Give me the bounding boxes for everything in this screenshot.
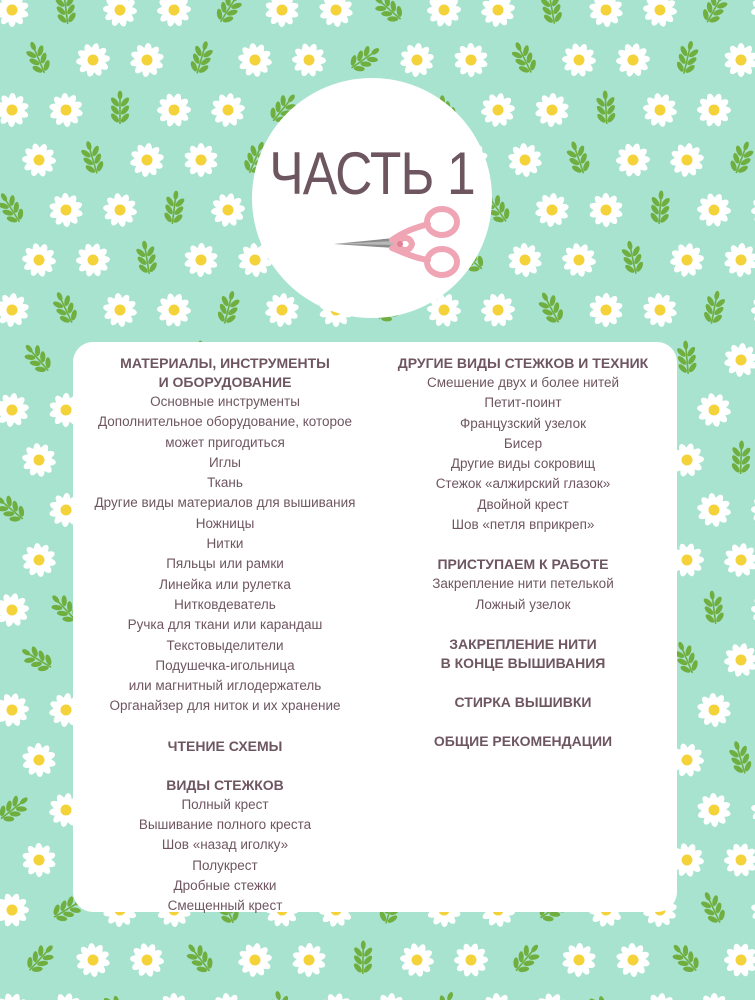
- section-title: ОБЩИЕ РЕКОМЕНДАЦИИ: [433, 732, 613, 749]
- section-title: ЧТЕНИЕ СХЕМЫ: [167, 737, 283, 754]
- leaf-sprig-decoration: [619, 239, 647, 276]
- daisy-decoration: [16, 537, 63, 584]
- leaf-sprig-decoration: [701, 589, 726, 625]
- daisy-decoration: [0, 988, 34, 1000]
- toc-item: Нитки: [206, 536, 244, 552]
- daisy-decoration: [745, 787, 755, 833]
- daisy-decoration: [747, 289, 755, 331]
- daisy-decoration: [447, 36, 495, 84]
- daisy-decoration: [691, 487, 737, 533]
- leaf-sprig-decoration: [98, 990, 137, 1000]
- daisy-decoration: [124, 938, 169, 983]
- toc-item: Подушечка-игольница: [155, 657, 295, 673]
- leaf-sprig-decoration: [675, 340, 699, 375]
- daisy-decoration: [588, 293, 623, 328]
- leaf-sprig-decoration: [214, 289, 243, 327]
- toc-item: Ручка для ткани или карандаш: [127, 617, 323, 633]
- section-title: МАТЕРИАЛЫ, ИНСТРУМЕНТЫ: [120, 355, 330, 371]
- daisy-decoration: [183, 242, 219, 277]
- leaf-sprig-decoration: [429, 988, 462, 1000]
- toc-item: Ножницы: [195, 515, 255, 531]
- daisy-decoration: [690, 786, 738, 833]
- daisy-decoration: [263, 291, 302, 329]
- daisy-decoration: [582, 0, 629, 34]
- daisy-decoration: [692, 188, 737, 232]
- leaf-sprig-decoration: [162, 189, 187, 225]
- daisy-decoration: [501, 137, 548, 184]
- daisy-decoration: [72, 239, 115, 281]
- daisy-decoration: [42, 86, 89, 133]
- toc-item: Полный крест: [181, 796, 269, 812]
- leaf-sprig-decoration: [696, 888, 729, 927]
- leaf-sprig-decoration: [674, 39, 702, 76]
- leaf-sprig-decoration: [352, 940, 374, 974]
- daisy-decoration: [0, 689, 33, 730]
- toc-item: Смещенный крест: [167, 898, 283, 914]
- leaf-sprig-decoration: [751, 88, 755, 127]
- daisy-decoration: [184, 143, 219, 177]
- daisy-decoration: [45, 990, 87, 1000]
- leaf-sprig-decoration: [0, 790, 34, 827]
- daisy-decoration: [205, 987, 252, 1000]
- daisy-decoration: [690, 686, 737, 733]
- daisy-decoration: [128, 42, 166, 79]
- daisy-decoration: [42, 186, 90, 233]
- toc-item: Дополнительное оборудование, которое: [97, 414, 353, 430]
- section-title: ДРУГИЕ ВИДЫ СТЕЖКОВ И ТЕХНИК: [397, 355, 649, 371]
- daisy-decoration: [475, 987, 522, 1000]
- leaf-sprig-decoration: [701, 289, 728, 326]
- daisy-decoration: [97, 0, 142, 32]
- daisy-decoration: [232, 37, 278, 83]
- daisy-decoration: [449, 939, 492, 982]
- daisy-decoration: [478, 0, 518, 30]
- toc-section: [79, 354, 371, 717]
- leaf-sprig-decoration: [22, 939, 60, 978]
- daisy-decoration: [612, 39, 654, 80]
- daisy-decoration: [315, 989, 357, 1000]
- toc-item: Другие виды материалов для вышивания: [94, 495, 356, 511]
- daisy-decoration: [72, 40, 113, 80]
- daisy-decoration: [691, 387, 737, 433]
- daisy-decoration: [423, 0, 466, 31]
- leaf-sprig-decoration: [508, 938, 546, 977]
- toc-section: [377, 354, 669, 535]
- toc-item: Двойной крест: [477, 496, 569, 512]
- daisy-decoration: [291, 942, 327, 977]
- leaf-sprig-decoration: [109, 91, 130, 125]
- toc-section: [79, 737, 371, 756]
- daisy-decoration: [264, 0, 299, 27]
- section-title: И ОБОРУДОВАНИЕ: [158, 374, 292, 390]
- leaf-sprig-decoration: [267, 988, 296, 1000]
- daisy-decoration: [640, 991, 679, 1000]
- daisy-decoration: [0, 888, 34, 931]
- leaf-sprig-decoration: [649, 190, 672, 225]
- leaf-sprig-decoration: [368, 0, 407, 27]
- daisy-decoration: [637, 0, 683, 33]
- leaf-sprig-decoration: [187, 38, 216, 76]
- toc-item: Другие виды сокровищ: [450, 456, 596, 472]
- daisy-decoration: [16, 238, 61, 283]
- daisy-decoration: [152, 89, 195, 132]
- daisy-decoration: [477, 289, 519, 331]
- leaf-sprig-decoration: [18, 338, 56, 377]
- daisy-decoration: [582, 186, 630, 234]
- scissors-icon: [330, 206, 470, 278]
- section-title: В КОНЦЕ ВЫШИВАНИЯ: [440, 654, 606, 671]
- leaf-sprig-decoration: [666, 938, 704, 977]
- leaf-sprig-decoration: [584, 991, 624, 1000]
- leaf-sprig-decoration: [730, 440, 752, 474]
- leaf-sprig-decoration: [78, 138, 107, 176]
- toc-item: Шов «назад иголку»: [161, 837, 289, 853]
- toc-item: Вышивание полного креста: [138, 817, 312, 833]
- daisy-decoration: [97, 287, 144, 333]
- daisy-decoration: [16, 437, 62, 483]
- daisy-decoration: [0, 291, 31, 328]
- daisy-decoration: [696, 993, 731, 1000]
- daisy-decoration: [667, 240, 708, 280]
- toc-item: Стежок «алжирский глазок»: [435, 476, 611, 492]
- daisy-decoration: [746, 488, 755, 532]
- daisy-decoration: [0, 391, 32, 430]
- daisy-decoration: [720, 839, 755, 881]
- leaf-sprig-decoration: [212, 0, 248, 27]
- toc-item: Линейка или рулетка: [159, 576, 291, 592]
- daisy-decoration: [745, 588, 755, 633]
- daisy-decoration: [692, 88, 736, 131]
- toc-section: [377, 635, 669, 673]
- section-title: ВИДЫ СТЕЖКОВ: [166, 776, 284, 793]
- leaf-sprig-decoration: [48, 288, 81, 327]
- daisy-decoration: [667, 140, 707, 179]
- daisy-decoration: [15, 736, 63, 783]
- daisy-decoration: [69, 937, 116, 984]
- daisy-decoration: [748, 0, 755, 30]
- daisy-decoration: [637, 87, 683, 133]
- daisy-decoration: [152, 288, 197, 332]
- daisy-decoration: [724, 43, 755, 77]
- daisy-decoration: [722, 242, 755, 278]
- toc-item: Иглы: [209, 454, 241, 470]
- leaf-sprig-decoration: [17, 641, 57, 676]
- daisy-decoration: [207, 190, 248, 230]
- daisy-decoration: [150, 986, 198, 1000]
- daisy-decoration: [371, 991, 410, 1000]
- toc-item: Ложный узелок: [475, 596, 571, 612]
- daisy-decoration: [312, 0, 359, 33]
- daisy-decoration: [97, 187, 143, 233]
- daisy-decoration: [720, 640, 755, 680]
- toc-item: может пригодиться: [165, 434, 285, 450]
- daisy-decoration: [235, 940, 275, 979]
- leaf-sprig-decoration: [22, 38, 54, 77]
- leaf-sprig-decoration: [726, 138, 755, 177]
- daisy-decoration: [394, 937, 440, 982]
- toc-section: [377, 555, 669, 615]
- leaf-sprig-decoration: [134, 239, 160, 275]
- leaf-sprig-decoration: [0, 489, 29, 527]
- leaf-sprig-decoration: [345, 40, 385, 76]
- toc-item: Органайзер для ниток и их хранение: [109, 698, 341, 714]
- toc-item: Бисер: [503, 435, 543, 451]
- toc-item: Шов «петля вприкреп»: [451, 517, 595, 533]
- daisy-decoration: [609, 936, 657, 983]
- toc-item: Ткань: [207, 475, 243, 491]
- daisy-decoration: [533, 92, 570, 128]
- leaf-sprig-decoration: [698, 0, 733, 27]
- table-of-contents: [73, 342, 677, 912]
- daisy-decoration: [719, 938, 755, 981]
- daisy-decoration: [0, 0, 29, 27]
- toc-item: Закрепление нити петелькой: [432, 576, 614, 592]
- section-title: ЗАКРЕПЛЕНИЕ НИТИ: [449, 635, 597, 652]
- daisy-decoration: [0, 92, 30, 127]
- daisy-decoration: [287, 38, 331, 82]
- section-title: ПРИСТУПАЕМ К РАБОТЕ: [437, 556, 609, 573]
- toc-section: [79, 776, 371, 917]
- leaf-sprig-decoration: [507, 38, 541, 77]
- daisy-decoration: [556, 237, 602, 283]
- daisy-decoration: [722, 341, 755, 378]
- toc-item: Дробные стежки: [173, 877, 277, 893]
- leaf-sprig-decoration: [563, 138, 594, 177]
- toc-item: или магнитный иглодержатель: [128, 678, 322, 694]
- leaf-sprig-decoration: [594, 90, 617, 125]
- daisy-decoration: [17, 138, 62, 182]
- section-title: СТИРКА ВЫШИВКИ: [454, 693, 592, 710]
- leaf-sprig-decoration: [538, 0, 565, 26]
- daisy-decoration: [128, 141, 167, 179]
- toc-item: Петит-поинт: [484, 395, 562, 411]
- daisy-decoration: [561, 942, 598, 978]
- page-title: ЧАСТЬ 1: [269, 140, 475, 207]
- daisy-decoration: [15, 836, 63, 884]
- daisy-decoration: [533, 191, 571, 228]
- daisy-decoration: [398, 41, 436, 78]
- leaf-sprig-decoration: [53, 0, 78, 25]
- toc-item: Пяльцы или рамки: [166, 556, 284, 572]
- daisy-decoration: [721, 540, 755, 580]
- daisy-decoration: [501, 236, 549, 283]
- daisy-decoration: [208, 90, 248, 130]
- daisy-decoration: [153, 0, 195, 31]
- daisy-decoration: [636, 287, 683, 334]
- toc-item: Полукрест: [192, 857, 258, 873]
- toc-section: [377, 693, 669, 712]
- toc-right-column: [377, 354, 669, 751]
- leaf-sprig-decoration: [181, 938, 218, 977]
- daisy-decoration: [529, 988, 574, 1000]
- leaf-sprig-decoration: [0, 188, 28, 228]
- toc-item: Нитковдеватель: [174, 596, 276, 612]
- toc-item: Французский узелок: [459, 415, 587, 431]
- toc-left-column: [79, 354, 371, 917]
- daisy-decoration: [747, 189, 755, 230]
- daisy-decoration: [557, 38, 602, 82]
- daisy-decoration: [478, 90, 519, 130]
- daisy-decoration: [0, 590, 33, 630]
- daisy-decoration: [612, 139, 655, 181]
- daisy-decoration: [745, 887, 755, 933]
- toc-item: Смешение двух и более нитей: [426, 375, 620, 390]
- toc-item: Текстовыделители: [166, 637, 284, 653]
- toc-item: Основные инструменты: [150, 394, 300, 409]
- leaf-sprig-decoration: [534, 288, 568, 327]
- toc-section: [377, 732, 669, 751]
- leaf-sprig-decoration: [726, 738, 755, 776]
- title-badge: [252, 78, 492, 318]
